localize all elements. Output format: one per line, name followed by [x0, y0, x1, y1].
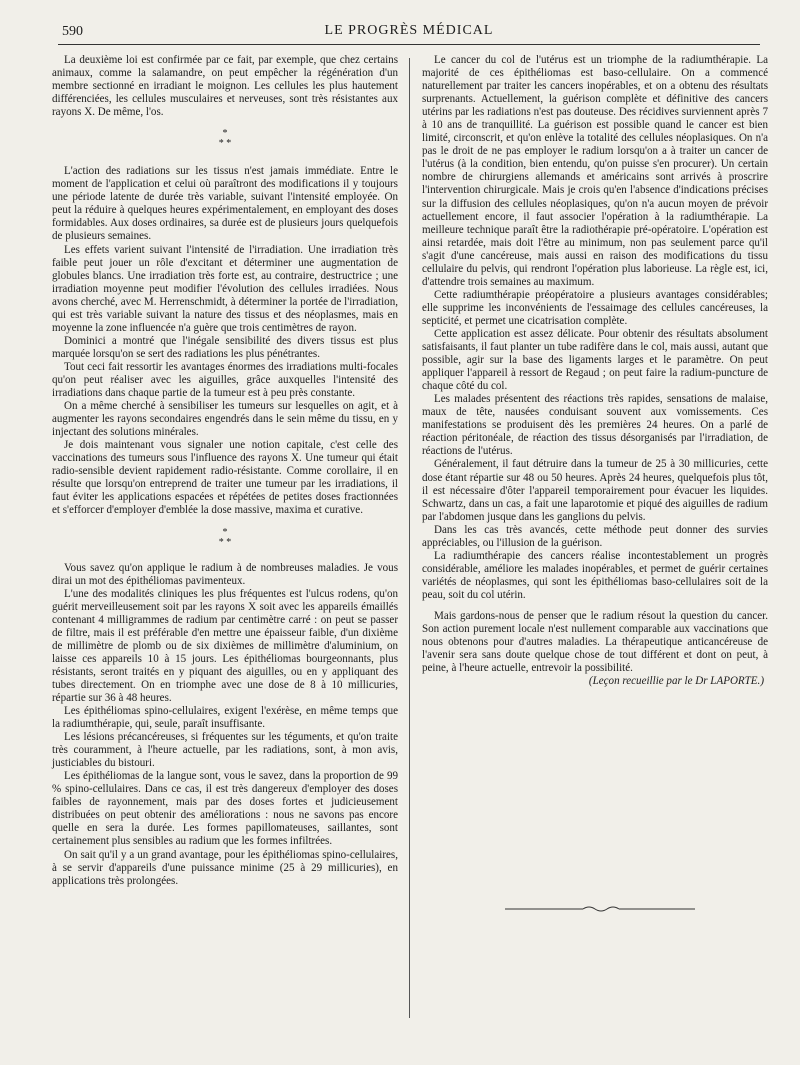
- paragraph: Je dois maintenant vous signaler une notion capitale, c'est celle des vaccinations des tumeurs sous l'influence des rayons X. Une tumeur qui était radio-sensible devient rapidement radio-résistante. Comme corollaire, il en résulte que lorsqu'on entreprend de traiter une tumeur par les irradiations, il faut éviter les applications espacées et répétées de petites doses fractionnées et s'efforcer d'employer d'emblée la dose massive, maxima et curative.: [52, 439, 398, 517]
- paragraph: Le cancer du col de l'utérus est un triomphe de la radiumthérapie. La majorité de ces épithéliomas est baso-cellulaire. On a commencé naturellement par traiter les cancers inopérables, et on a obtenu des résultats surprenants. Actuellement, la guérison complète et définitive des cancers utérins par les radiations n'est pas douteuse. Des récidives surviennent après 7 à 10 ans de tranquillité. La guérison est possible quand le cancer est bien limité, circonscrit, et qu'on enlève la totalité des cellules néoplasiques. On n'a pas le droit de ne pas employer le radium lorsqu'on a à traiter un cancer de l'utérus (à la condition, bien entendu, qu'on puisse s'en procurer). Un certain nombre de chirurgiens allemands et américains sont arrivés à proscrire l'intervention chirurgicale. Mais je crois qu'en l'absence d'indications précises sur la diffusion des cellules néoplasiques, qu'on n'a aucun moyen de prévoir actuellement encore, il faut associer l'opération à la radiumthérapie. La meilleure technique paraît être la radiothérapie pré-opératoire. L'opération est ainsi retardée, mais doit l'être au minimum, non pas seulement parce qu'il s'agit d'une cancéreuse, mais aussi en raison des modifications du tissu cellulaire du pelvis, qui rendront l'opération plus laborieuse. La règle est, ici, d'attendre trois semaines au maximum.: [422, 54, 768, 288]
- paragraph: L'action des radiations sur les tissus n'est jamais immédiate. Entre le moment de l'application et celui où paraîtront des modifications il y toujours une période latente de durée très variable, suivant l'intensité employée. On peut la réduire à quelques heures expérimentalement, en employant des doses formidables. Aux doses ordinaires, sa durée est de plusieurs jours quelquefois de plusieurs semaines.: [52, 165, 398, 243]
- page-header: [58, 22, 760, 45]
- paragraph: Tout ceci fait ressortir les avantages énormes des irradiations multi-focales qu'on peut réaliser avec les aiguilles, grâce auxquelles l'intensité des irradiations dans chaque partie de la tumeur est à peu près constante.: [52, 360, 398, 400]
- paragraph: Les lésions précancéreuses, si fréquentes sur les téguments, et qu'on traite très couramment, à l'heure actuelle, par les radiations, sont, à mon avis, justiciables du bistouri.: [52, 731, 398, 770]
- paragraph: Cette application est assez délicate. Pour obtenir des résultats absolument satisfaisants, il faut planter un tube radifère dans le col, mais aussi, autant que possible, agir sur la base des ligaments larges et le paramètre. On peut appliquer l'appareil à ressort de Regaud ; on peut faire la radium-puncture de chaque côté du col.: [422, 327, 768, 393]
- section-separator: * * *: [218, 128, 232, 150]
- decorative-rule: [505, 905, 695, 913]
- paragraph: La radiumthérapie des cancers réalise incontestablement un progrès considérable, améliore les malades inopérables, et permet de guérir certaines variétés de néoplasmes, qui sont les épithéliomas baso-cellulaires soit de la peau, soit du col utérin.: [422, 549, 768, 601]
- paragraph: Cette radiumthérapie préopératoire a plusieurs avantages considérables; elle supprime les inconvénients de l'essaimage des cellules cancéreuses, la septicité, et permet une cicatrisation complète.: [422, 288, 768, 327]
- paragraph: Les effets varient suivant l'intensité de l'irradiation. Une irradiation très faible peut jouer un rôle d'excitant et déterminer une augmentation de globules blancs. Une irradiation très forte est, au contraire, destructrice ; une irradiation moyenne peut modifier l'évolution des cellules irradiées. Nous avons cherché, avec M. Herrenschmidt, à déterminer la portée de l'irradiation, qui est très variable suivant la nature des tissus et des néoplasmes, mais en moyenne la zone influencée n'a guère que trois centimètres de rayon.: [52, 243, 398, 334]
- right-column: [422, 54, 768, 688]
- left-column: [52, 54, 398, 888]
- paragraph: Les épithéliomas de la langue sont, vous le savez, dans la proportion de 99 % spino-cellulaires. Dans ce cas, il est très dangereux d'employer des doses faibles de rayonnement, mais par des doses fortes et judicieusement distribuées on peut obtenir des améliorations : nous ne savons pas encore quelle en sera la durée. Les formes papillomateuses, saillantes, sont certainement plus sensibles au radium que les formes infiltrées.: [52, 770, 398, 848]
- page-number: 590: [62, 24, 83, 39]
- journal-title: LE PROGRÈS MÉDICAL: [324, 23, 494, 38]
- column-divider: [409, 58, 410, 1018]
- paragraph: On a même cherché à sensibiliser les tumeurs sur lesquelles on agit, et à augmenter les rayons secondaires engendrés dans le sein même du tissu, en y injectant des solutions minérales.: [52, 400, 398, 439]
- paragraph: Vous savez qu'on applique le radium à de nombreuses maladies. Je vous dirai un mot des épithéliomas pavimenteux.: [52, 561, 398, 587]
- paragraph: L'une des modalités cliniques les plus fréquentes est l'ulcus rodens, qu'on guérit merveilleusement soit par les rayons X soit avec les appareils émaillés contenant 4 milligrammes de radium par centimètre carré : on peut se passer de filtre, mais il est préférable d'en mettre une épaisseur faible, d'un dixième de millimètre de plomb ou de six dixièmes de millimètre d'aluminium, on laisse ces appareils 10 à 15 jours. Les épithéliomas bourgeonnants, plus résistants, seront traités en y piquant des aiguilles, ou en y appliquant des tubes directement. On en triomphe avec une dose de 8 à 10 millicuries, répartie sur 36 à 48 heures.: [52, 587, 398, 704]
- paragraph: Mais gardons-nous de penser que le radium résout la question du cancer. Son action purement locale n'est nullement comparable aux vaccinations que nous obtenons pour d'autres maladies. La thérapeutique anticancéreuse de l'avenir sera sans doute quelque chose de tout différent et dont on peut, à peine, à l'heure actuelle, entrevoir la possibilité.: [422, 609, 768, 675]
- paragraph: La deuxième loi est confirmée par ce fait, par exemple, que chez certains animaux, comme la salamandre, on peut empêcher la régénération d'un membre sectionné en irradiant le moignon. Les cellules les plus hautement différenciées, les cellules musculaires et nerveuses, sont très résistantes aux rayons X. De même, l'os.: [52, 54, 398, 119]
- paragraph: On sait qu'il y a un grand avantage, pour les épithéliomas spino-cellulaires, à se servir d'appareils d'une puissance minime (25 à 29 millicuries), en applications très prolongées.: [52, 848, 398, 887]
- signature: (Leçon recueillie par le Dr LAPORTE.): [588, 675, 764, 688]
- paragraph: Les épithéliomas spino-cellulaires, exigent l'exérèse, en même temps que la radiumthérapie, qui, seule, paraît insuffisante.: [52, 705, 398, 731]
- section-separator: * * *: [218, 526, 232, 548]
- paragraph: Dominici a montré que l'inégale sensibilité des divers tissus est plus marquée lorsqu'on se sert des radiations les plus pénétrantes.: [52, 334, 398, 360]
- paragraph: Généralement, il faut détruire dans la tumeur de 25 à 30 millicuries, cette dose étant répartie sur 48 ou 50 heures. Après 24 heures, quelquefois plus tôt, il est nécessaire d'ôter l'appareil temporairement pour évacuer les liquides. Schwartz, dans un cas, a fait une laparotomie et piqué des aiguilles de radium par l'abdomen jusque dans les ganglions du pelvis.: [422, 458, 768, 523]
- paragraph: Dans les cas très avancés, cette méthode peut donner des survies appréciables, ou l'illusion de la guérison.: [422, 523, 768, 549]
- paragraph: Les malades présentent des réactions très rapides, sensations de malaise, maux de tête, nausées conduisant souvent aux vomissements. Ces manifestations se produisent dès les premières 24 heures. On a parlé de réaction péritonéale, de réaction des tissus désorganisés par l'irradiation, de réactions de l'utérus.: [422, 393, 768, 458]
